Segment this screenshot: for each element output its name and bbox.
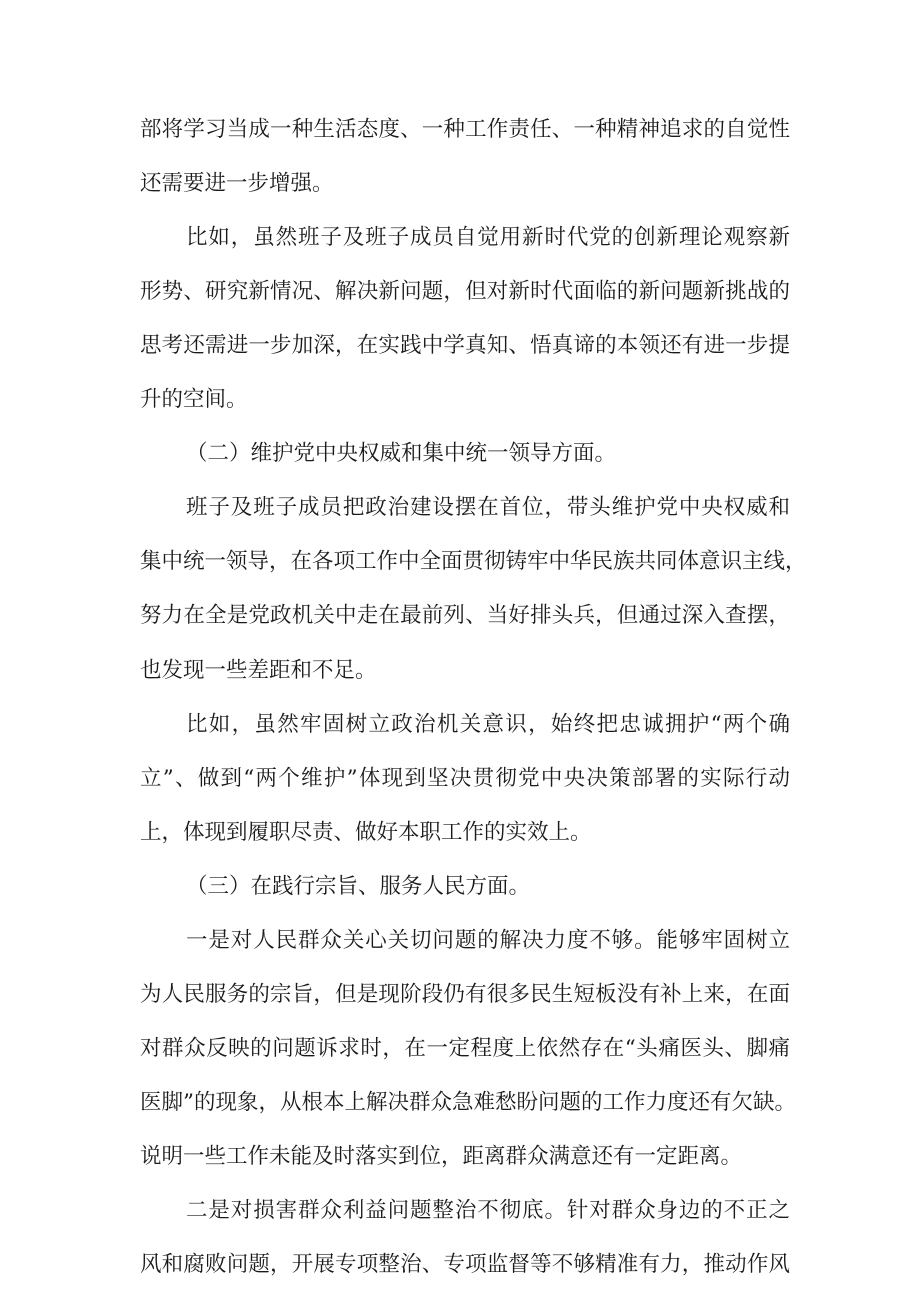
text-line: 还需要进一步增强。	[140, 171, 334, 197]
text-line: 二是对损害群众利益问题整治不彻底。针对群众身边的不正之	[186, 1198, 790, 1223]
text-line: 一是对人民群众关心关切问题的解决力度不够。能够牢固树立	[186, 927, 790, 953]
text-line: 说明一些工作未能及时落实到位，距离群众满意还有一定距离。	[140, 1143, 743, 1169]
text-line: 为人民服务的宗旨，但是现阶段仍有很多民生短板没有补上来，在面	[140, 981, 790, 1007]
text-line: 医脚”的现象，从根本上解决群众急难愁盼问题的工作力度还有欠缺。	[140, 1089, 796, 1115]
text-line: （三）在践行宗旨、服务人民方面。	[186, 873, 531, 899]
text-line: （二）维护党中央权威和集中统一领导方面。	[186, 441, 617, 467]
text-line: 思考还需进一步加深，在实践中学真知、悟真谛的本领还有进一步提	[140, 333, 790, 359]
text-line: 部将学习当成一种生活态度、一种工作责任、一种精神追求的自觉性	[140, 117, 790, 142]
text-line: 比如，虽然班子及班子成员自觉用新时代党的创新理论观察新	[186, 225, 790, 251]
text-line: 班子及班子成员把政治建设摆在首位，带头维护党中央权威和	[186, 495, 790, 521]
text-line: 形势、研究新情况、解决新问题，但对新时代面临的新问题新挑战的	[140, 279, 790, 305]
text-line: 努力在全是党政机关中走在最前列、当好排头兵，但通过深入查摆，	[140, 603, 790, 629]
text-line: 集中统一领导，在各项工作中全面贯彻铸牢中华民族共同体意识主线，	[140, 549, 807, 575]
text-line: 风和腐败问题，开展专项整治、专项监督等不够精准有力，推动作风	[140, 1252, 790, 1278]
text-line: 对群众反映的问题诉求时，在一定程度上依然存在“头痛医头、脚痛	[140, 1035, 790, 1061]
text-line: 立”、做到“两个维护”体现到坚决贯彻党中央决策部署的实际行动	[140, 765, 790, 791]
text-line: 升的空间。	[140, 387, 248, 413]
text-line: 比如，虽然牢固树立政治机关意识，始终把忠诚拥护“两个确	[186, 711, 790, 737]
text-line: 也发现一些差距和不足。	[140, 657, 377, 683]
text-line: 上，体现到履职尽责、做好本职工作的实效上。	[140, 819, 592, 845]
